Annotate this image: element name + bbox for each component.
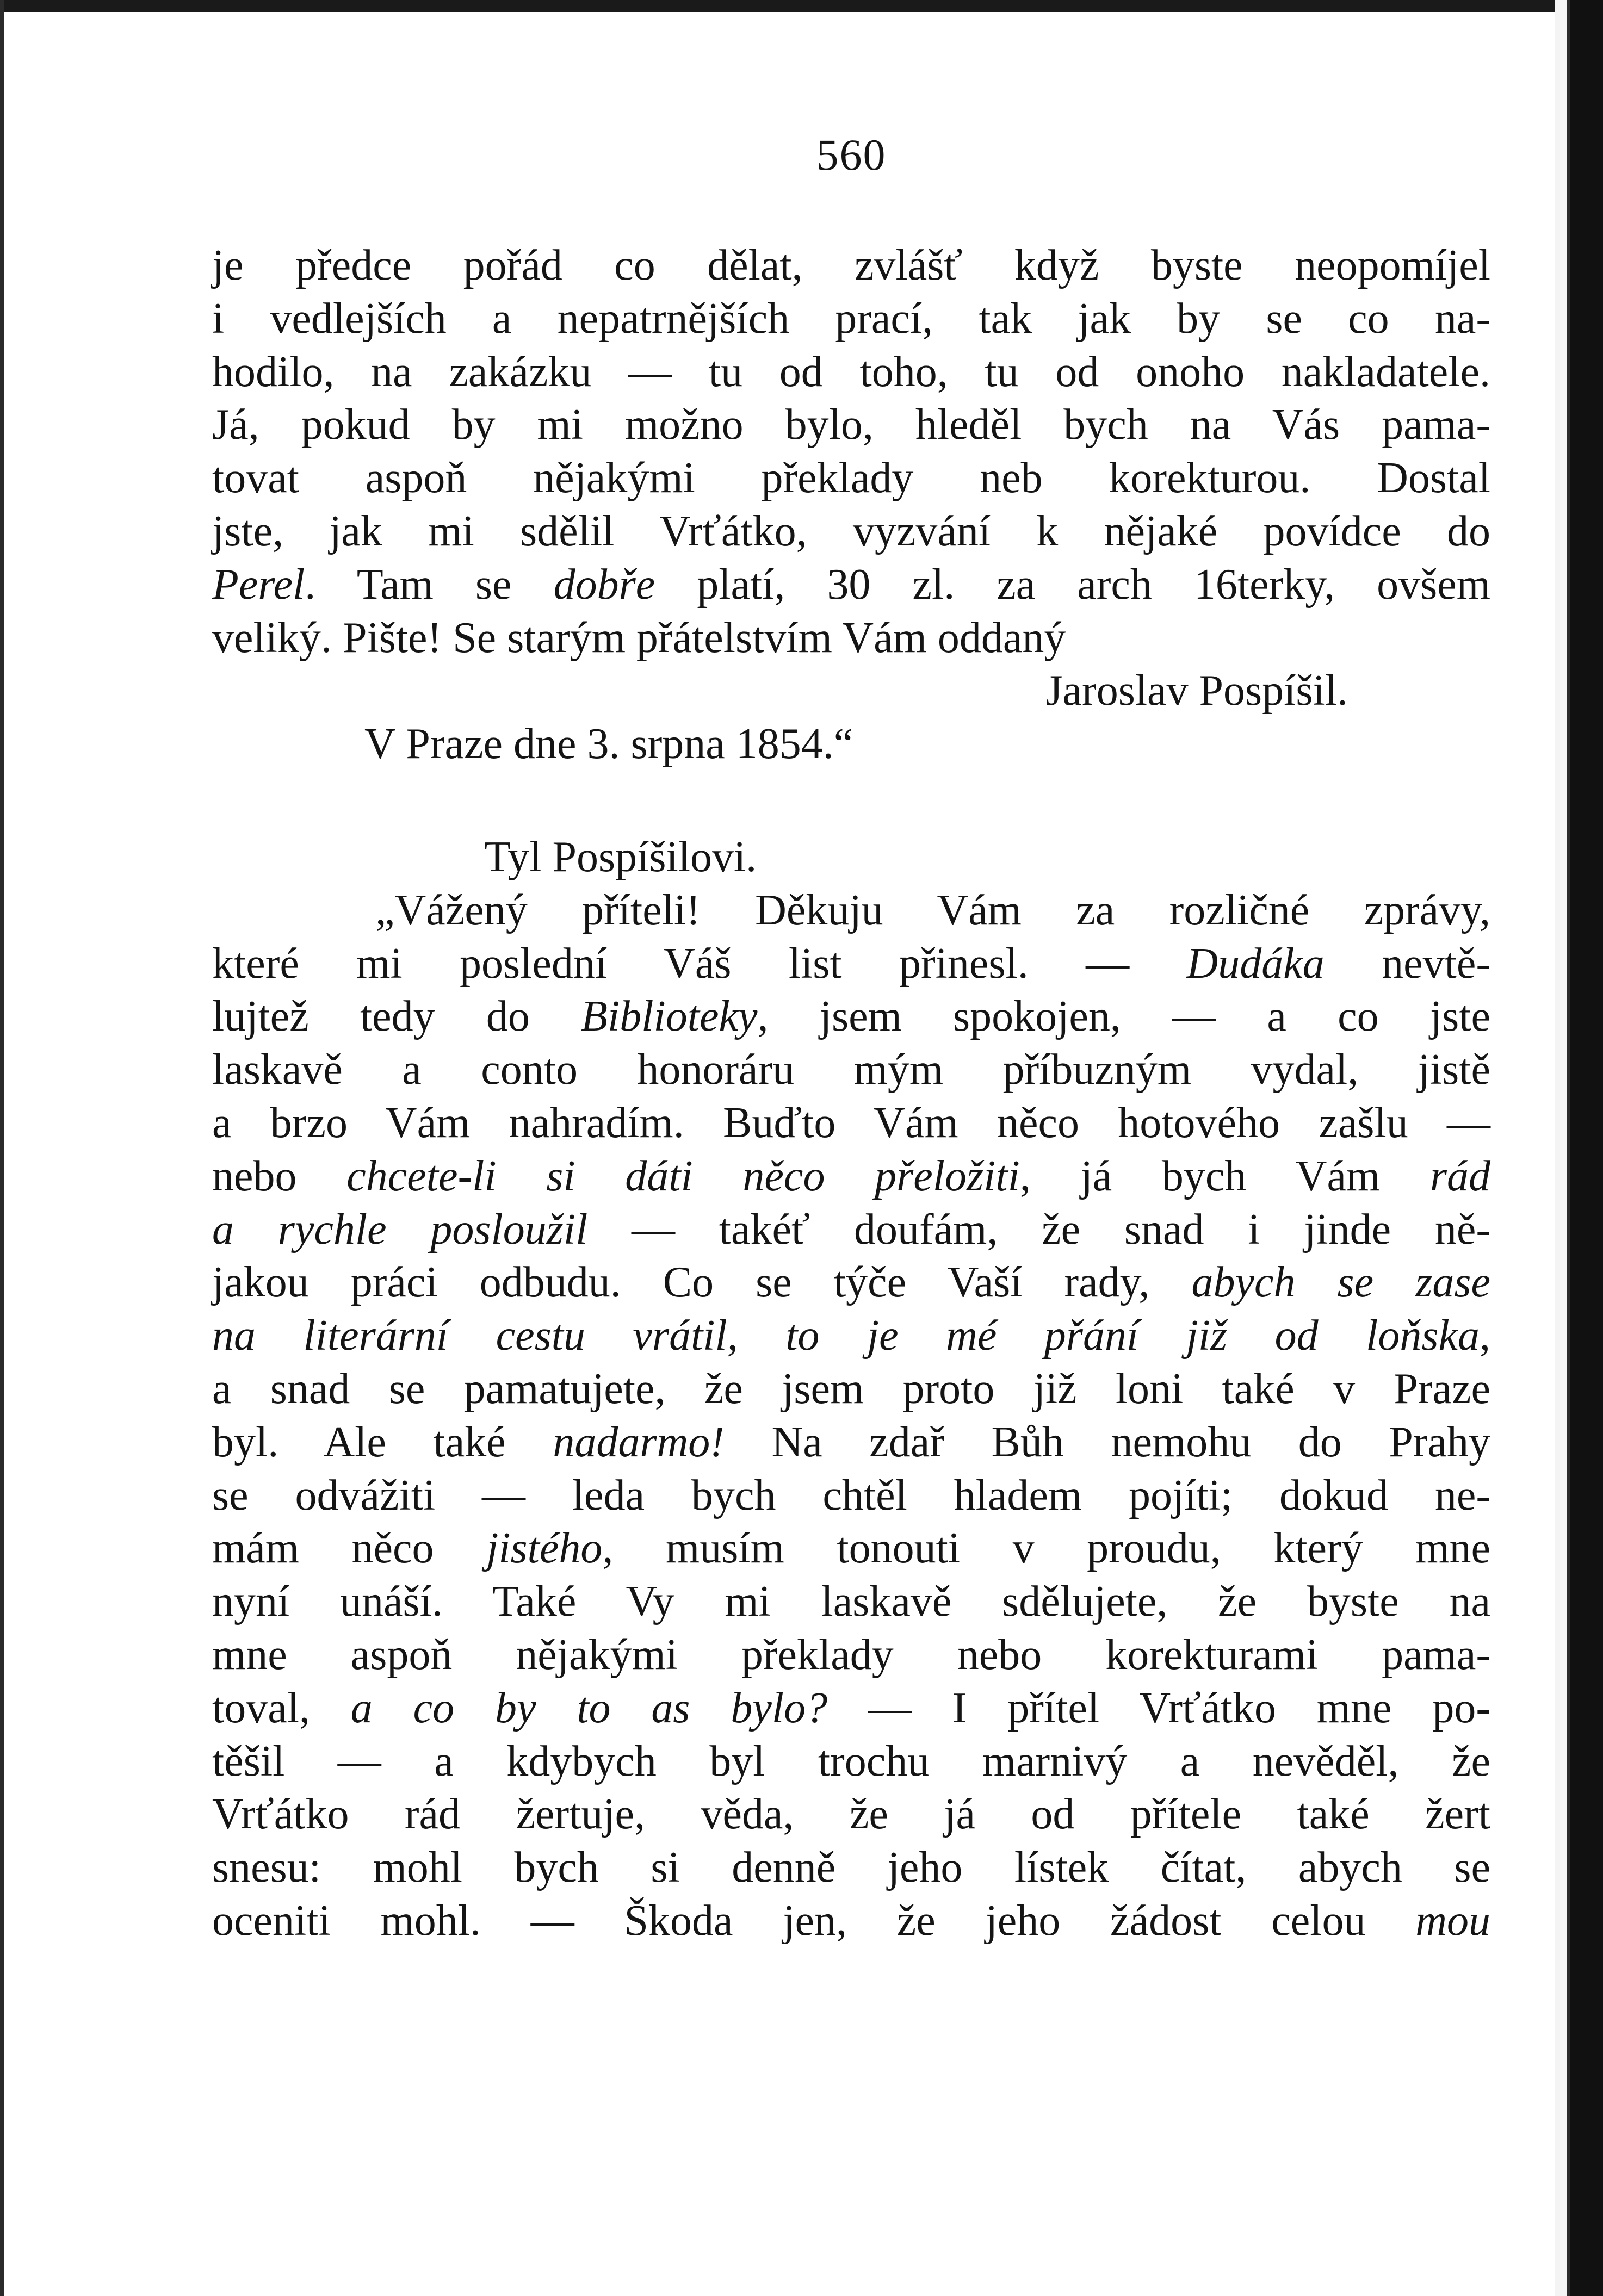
text-line: hodilo, na zakázku — tu od toho, tu od onoho nakladatele. (212, 347, 1490, 396)
italic-text: nadarmo! (553, 1418, 725, 1466)
text-span: — takéť doufám, že snad i jinde ně- (587, 1205, 1491, 1254)
text-line: Já, pokud by mi možno bylo, hleděl bych na Vás pama- (212, 401, 1490, 449)
text-span: . Tam se (305, 560, 554, 609)
italic-text: jistého (486, 1524, 603, 1573)
italic-text: Dudáka (1186, 939, 1325, 988)
italic-text: abych se zase (1191, 1258, 1490, 1307)
text-span: , musím tonouti v proudu, který mne (602, 1524, 1490, 1573)
text-span: toval, (212, 1684, 351, 1732)
text-line: je předce pořád co dělat, zvlášť když byste neopomíjel (212, 241, 1490, 289)
scan-border-right-inner (1555, 0, 1570, 2296)
text-line: „Vážený příteli! Děkuju Vám za rozličné zprávy, (375, 886, 1490, 934)
text-line: nyní unáší. Také Vy mi laskavě sdělujete, že byste na (212, 1578, 1490, 1626)
text-line (212, 938, 1490, 991)
text-span: platí, 30 zl. za arch 16terky, ovšem (655, 560, 1490, 609)
text-line: Vrťátko rád žertuje, věda, že já od přítele také žert (212, 1790, 1490, 1839)
text-line (212, 1895, 1490, 1948)
text-line (212, 1522, 1490, 1575)
text-line (212, 1682, 1490, 1735)
text-span: byl. Ale také (212, 1418, 553, 1466)
text-line (212, 990, 1490, 1044)
text-span: nebo (212, 1152, 347, 1200)
text-line (212, 1256, 1490, 1310)
text-line: snesu: mohl bych si denně jeho lístek čítat, abych se (212, 1844, 1490, 1892)
text-span: , jsem spokojen, — a co jste (757, 992, 1490, 1041)
text-line: jste, jak mi sdělil Vrťátko, vyzvání k nějaké povídce do (212, 507, 1490, 555)
text-line (212, 1150, 1490, 1203)
text-span: oceniti mohl. — Škoda jen, že jeho žádost celou (212, 1896, 1416, 1945)
italic-text: Biblioteky (581, 992, 758, 1041)
letter-heading: Tyl Pospíšilovi. (484, 833, 757, 881)
italic-text: dobře (553, 560, 655, 609)
section-gap (212, 771, 1490, 831)
italic-text: na literární cestu vrátil, to je mé přání již od loňska (212, 1312, 1480, 1360)
text-line (212, 1416, 1490, 1469)
letter-date: V Praze dne 3. srpna 1854.“ (364, 720, 853, 768)
text-line: laskavě a conto honoráru mým příbuzným vydal, jistě (212, 1046, 1490, 1094)
text-line: veliký. Pište! Se starým přátelstvím Vám oddaný (212, 613, 1066, 662)
scan-border-left (0, 0, 4, 2296)
text-line: a brzo Vám nahradím. Buďto Vám něco hotového zašlu — (212, 1099, 1490, 1147)
italic-text: rád (1429, 1152, 1491, 1200)
text-span: , já bych Vám (1019, 1152, 1430, 1200)
text-span: — I přítel Vrťátko mne po- (827, 1684, 1490, 1732)
text-line (212, 1310, 1490, 1363)
text-line: a snad se pamatujete, že jsem proto již loni také v Praze (212, 1364, 1490, 1413)
text-line: těšil — a kdybych byl trochu marnivý a nevěděl, že (212, 1737, 1490, 1785)
italic-text: a co by to as bylo? (350, 1684, 828, 1732)
text-span: lujtež tedy do (212, 992, 581, 1041)
italic-text: mou (1415, 1896, 1490, 1945)
page-number: 560 (816, 130, 887, 179)
text-span: jakou práci odbudu. Co se týče Vaší rady, (212, 1258, 1192, 1307)
italic-text: Perel (212, 560, 305, 609)
text-line (212, 1203, 1490, 1257)
text-line: tovat aspoň nějakými překlady neb korekturou. Dostal (212, 454, 1490, 502)
text-span: Na zdař Bůh nemohu do Prahy (724, 1418, 1491, 1466)
text-span: nevtě- (1324, 939, 1490, 988)
text-line: se odvážiti — leda bych chtěl hladem pojíti; dokud ne- (212, 1471, 1490, 1519)
text-line: mne aspoň nějakými překlady nebo korekturami pama- (212, 1630, 1490, 1679)
text-span: které mi poslední Váš list přinesl. — (212, 939, 1187, 988)
signature: Jaroslav Pospíšil. (1045, 667, 1348, 715)
scan-border-top (0, 0, 1603, 12)
scan-border-right (1570, 0, 1603, 2296)
italic-text: a rychle posloužil (212, 1205, 588, 1254)
body-text (212, 239, 1490, 1948)
text-line: i vedlejších a nepatrnějších prací, tak jak by se co na- (212, 294, 1490, 343)
text-span: , (1480, 1312, 1490, 1360)
italic-text: chcete-li si dáti něco přeložiti (346, 1152, 1020, 1200)
text-span: mám něco (212, 1524, 487, 1573)
text-line (212, 559, 1490, 612)
